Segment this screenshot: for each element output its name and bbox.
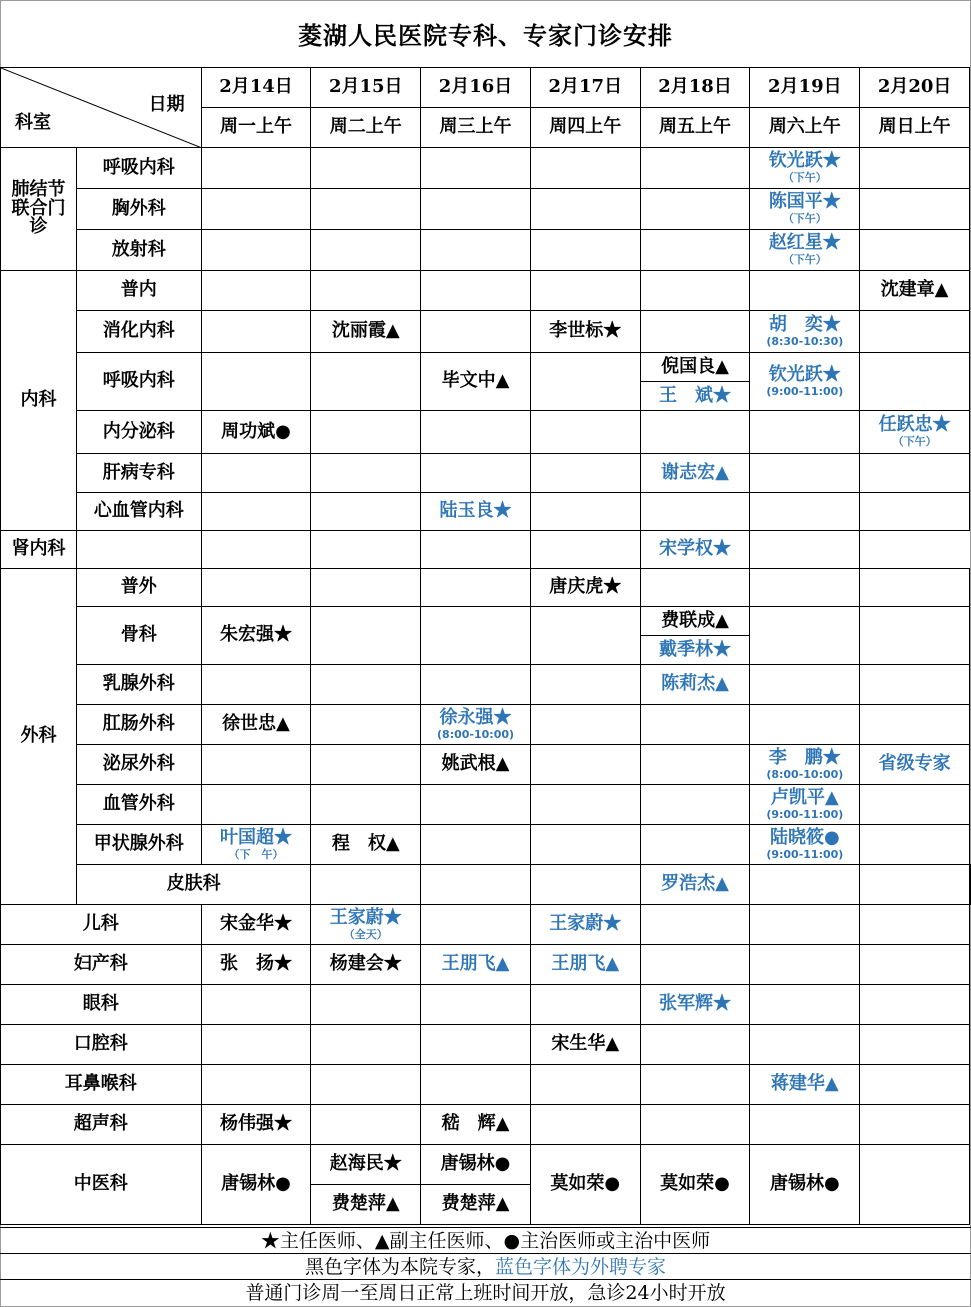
- dept-name: 血管外科: [76, 785, 201, 825]
- doctor-cell: 莫如荣●: [640, 1145, 750, 1225]
- dept-name: 消化内科: [76, 311, 201, 353]
- doctor-cell: [750, 189, 860, 230]
- doctor-cell: 杨建会★: [311, 945, 421, 985]
- doctor-cell: 陆玉良★: [421, 493, 531, 531]
- doctor-cell: 唐庆虎★: [530, 569, 640, 607]
- doctor-cell: 李世标★: [530, 311, 640, 353]
- dept-name: 放射科: [76, 230, 201, 271]
- doctor-cell: 陈莉杰▲: [640, 665, 750, 705]
- doctor-cell: 唐锡林●: [201, 1145, 311, 1225]
- doctor-name: 钦光跃★: [768, 363, 841, 385]
- doctor-cell: 嵇 辉▲: [421, 1105, 531, 1145]
- dept-name: 肝病专科: [76, 454, 201, 493]
- group-label: 肺结节联合门诊: [11, 178, 66, 238]
- dept-name: 肾内科: [1, 531, 77, 569]
- doctor-note: (8:30-10:30): [766, 334, 844, 348]
- doctor-cell: 毕文中▲: [421, 353, 531, 411]
- doctor-cell: [421, 705, 531, 745]
- doctor-cell: 宋生华▲: [530, 1025, 640, 1065]
- doctor-cell: 省级专家: [860, 745, 970, 785]
- doctor-cell: 张 扬★: [201, 945, 311, 985]
- doctor-note: (8:00-10:00): [437, 727, 515, 741]
- dept-name: 肛肠外科: [76, 705, 201, 745]
- dept-name: 中医科: [1, 1145, 202, 1225]
- doctor-cell: 戴季林★: [640, 636, 750, 665]
- dept-header-label: 科室: [15, 112, 51, 134]
- dept-name: 普内: [76, 271, 201, 311]
- doctor-cell: [750, 148, 860, 189]
- doctor-cell: 罗浩杰▲: [640, 865, 750, 905]
- doctor-cell: 费楚萍▲: [421, 1185, 531, 1225]
- doctor-cell: 姚武根▲: [421, 745, 531, 785]
- dept-name: 骨科: [76, 607, 201, 665]
- external-legend: 蓝色字体为外聘专家: [495, 1256, 667, 1278]
- doctor-cell: [201, 825, 311, 865]
- date-wed: 2月16日: [421, 68, 531, 108]
- doctor-cell: 唐锡林●: [421, 1145, 531, 1185]
- doctor-cell: [750, 353, 860, 411]
- legend-line: ★主任医师、▲副主任医师、●主治医师或主治中医师: [0, 1227, 971, 1253]
- color-legend-line: [0, 1253, 971, 1279]
- doctor-cell: 沈建章▲: [860, 271, 970, 311]
- doctor-name: 李 鹏★: [768, 746, 841, 768]
- doctor-name: 徐永强★: [439, 706, 512, 728]
- doctor-note: (9:00-11:00): [766, 384, 844, 398]
- doctor-cell: [750, 230, 860, 271]
- doctor-cell: 杨伟强★: [201, 1105, 311, 1145]
- doctor-cell: 王朋飞▲: [421, 945, 531, 985]
- doctor-cell: 徐世忠▲: [201, 705, 311, 745]
- dept-name: 普外: [76, 569, 201, 607]
- day-fri: 周五上午: [640, 108, 750, 148]
- dept-name: 呼吸内科: [76, 148, 201, 189]
- dept-name: 胸外科: [76, 189, 201, 230]
- date-mon: 2月14日: [201, 68, 311, 108]
- doctor-note: （下午）: [892, 435, 937, 449]
- date-sat: 2月19日: [750, 68, 860, 108]
- doctor-note: （下午）: [782, 212, 827, 226]
- doctor-name: 卢凯平▲: [770, 786, 839, 808]
- dept-name: 眼科: [1, 985, 202, 1025]
- opening-hours-line: 普通门诊周一至周日正常上班时间开放，急诊24小时开放: [0, 1279, 971, 1307]
- doctor-note: （下午）: [782, 171, 827, 185]
- doctor-note: （下 午）: [228, 847, 284, 861]
- doctor-cell: [750, 745, 860, 785]
- doctor-note: (9:00-11:00): [766, 847, 844, 861]
- date-tue: 2月15日: [311, 68, 421, 108]
- doctor-name: 王家蔚★: [329, 906, 402, 928]
- doctor-cell: [750, 785, 860, 825]
- doctor-cell: 蒋建华▲: [750, 1065, 860, 1105]
- dept-name: 妇产科: [1, 945, 202, 985]
- doctor-name: 钦光跃★: [768, 150, 841, 172]
- doctor-cell: 唐锡林●: [750, 1145, 860, 1225]
- doctor-cell: 费楚萍▲: [311, 1185, 421, 1225]
- schedule-table: [0, 67, 971, 1225]
- day-wed: 周三上午: [421, 108, 531, 148]
- dept-name: 心血管内科: [76, 493, 201, 531]
- dept-name: 耳鼻喉科: [1, 1065, 202, 1105]
- day-sun: 周日上午: [860, 108, 970, 148]
- doctor-note: （全天）: [343, 927, 388, 941]
- doctor-cell: [311, 905, 421, 945]
- doctor-name: 胡 奕★: [768, 313, 841, 335]
- dept-name: 口腔科: [1, 1025, 202, 1065]
- doctor-cell: 程 权▲: [311, 825, 421, 865]
- doctor-name: 任跃忠★: [878, 414, 951, 436]
- page-title: 菱湖人民医院专科、专家门诊安排: [298, 21, 673, 50]
- doctor-cell: 张军辉★: [640, 985, 750, 1025]
- doctor-cell: 倪国良▲: [640, 353, 750, 382]
- doctor-name: 陈国平★: [768, 191, 841, 213]
- header-corner: [1, 68, 202, 148]
- dept-name: 呼吸内科: [76, 353, 201, 411]
- date-fri: 2月18日: [640, 68, 750, 108]
- dept-name: 皮肤科: [76, 865, 310, 905]
- doctor-name: 叶国超★: [219, 826, 292, 848]
- day-tue: 周二上午: [311, 108, 421, 148]
- dept-name: 泌尿外科: [76, 745, 201, 785]
- doctor-cell: [860, 411, 970, 454]
- doctor-cell: 费联成▲: [640, 607, 750, 636]
- day-thu: 周四上午: [530, 108, 640, 148]
- group-surgery: 外科: [1, 569, 77, 905]
- doctor-note: (8:00-10:00): [766, 767, 844, 781]
- doctor-cell: 宋金华★: [201, 905, 311, 945]
- dept-name: 甲状腺外科: [76, 825, 201, 865]
- doctor-note: （下午）: [782, 253, 827, 267]
- doctor-cell: 周功斌●: [201, 411, 311, 454]
- dept-name: 乳腺外科: [76, 665, 201, 705]
- day-sat: 周六上午: [750, 108, 860, 148]
- doctor-cell: 王朋飞▲: [530, 945, 640, 985]
- doctor-cell: 王家蔚★: [530, 905, 640, 945]
- dept-name: 内分泌科: [76, 411, 201, 454]
- doctor-cell: 朱宏强★: [201, 607, 311, 665]
- group-internal: 内科: [1, 271, 77, 531]
- doctor-cell: 宋学权★: [640, 531, 750, 569]
- internal-legend: 黑色字体为本院专家，: [304, 1256, 495, 1278]
- doctor-cell: 王 斌★: [640, 382, 750, 411]
- dept-name: 超声科: [1, 1105, 202, 1145]
- date-header-label: 日期: [148, 94, 185, 115]
- doctor-name: 赵红星★: [768, 232, 841, 254]
- doctor-cell: [750, 311, 860, 353]
- doctor-cell: 莫如荣●: [530, 1145, 640, 1225]
- day-mon: 周一上午: [201, 108, 311, 148]
- doctor-cell: 赵海民★: [311, 1145, 421, 1185]
- doctor-cell: 谢志宏▲: [640, 454, 750, 493]
- date-thu: 2月17日: [530, 68, 640, 108]
- doctor-note: (9:00-11:00): [766, 807, 844, 821]
- dept-name: 儿科: [1, 905, 202, 945]
- doctor-cell: 沈丽霞▲: [311, 311, 421, 353]
- group-lung-nodule: [1, 148, 77, 271]
- doctor-cell: [750, 825, 860, 865]
- date-sun: 2月20日: [860, 68, 970, 108]
- doctor-name: 陆晓筱●: [769, 826, 840, 848]
